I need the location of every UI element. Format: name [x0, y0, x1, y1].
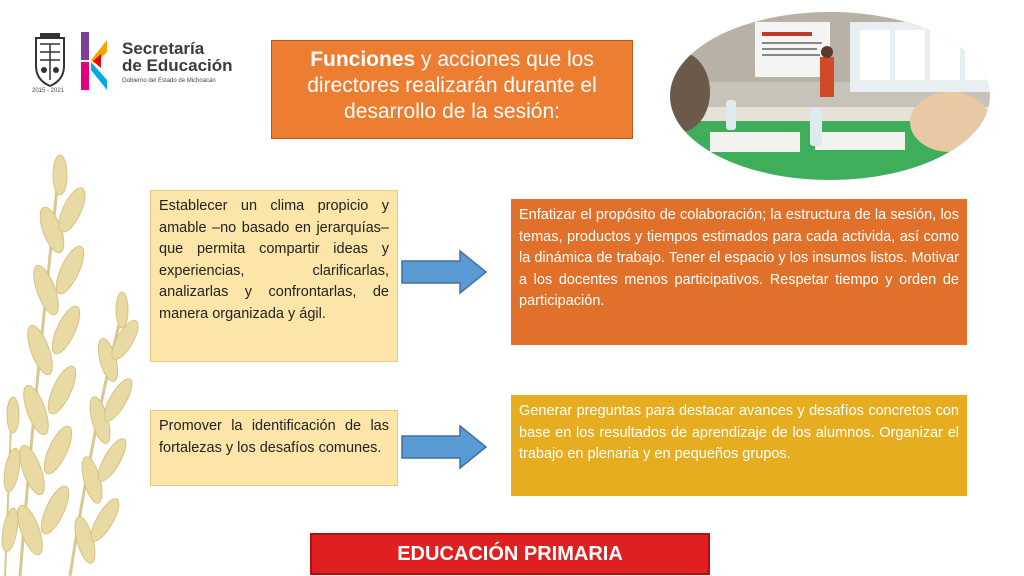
- action-box-strengths: Promover la identificación de las fortalezas y los desafíos comunes.: [150, 410, 398, 486]
- slide-title: [271, 40, 633, 139]
- action-box-climate: Establecer un clima propicio y amable –no basado en jerarquías– que permita compartir ideas y experiencias, clarificarlas, analizarlas y confrontarlas, de manera organizada y ágil.: [150, 190, 398, 362]
- logo-title: [122, 40, 233, 74]
- slide-title-rest: y acciones que los directores realizarán durante el desarrollo de la sesión:: [307, 48, 597, 123]
- logo-years: 2015 - 2021: [32, 88, 65, 94]
- slide-title-bold: Funciones: [310, 48, 416, 71]
- level-banner: EDUCACIÓN PRIMARIA: [310, 533, 710, 575]
- logo-title-line2: de Educación: [122, 56, 233, 75]
- right-arrow-icon: [400, 249, 488, 295]
- logo-subtitle: Gobierno del Estado de Michoacán: [122, 78, 216, 84]
- wheat-decoration: [0, 150, 140, 576]
- logo-title-line1: Secretaría: [122, 39, 205, 58]
- right-arrow-icon: [400, 424, 488, 470]
- k-brand-logo: [79, 30, 109, 92]
- action-box-collaboration: Enfatizar el propósito de colaboración; la estructura de la sesión, los temas, productos y tiempos estimados para cada activida, así como la dinámica de trabajo. Tener el espacio y los insumos listos. Motivar a los docentes menos participativos. Respetar tiempo y orden de participación.: [511, 199, 967, 345]
- action-box-questions: Generar preguntas para destacar avances y desafíos concretos con base en los resultados de aprendizaje de los alumnos. Organizar el trabajo en plenaria y en pequeños grupos.: [511, 395, 967, 496]
- meeting-photo: [670, 12, 990, 180]
